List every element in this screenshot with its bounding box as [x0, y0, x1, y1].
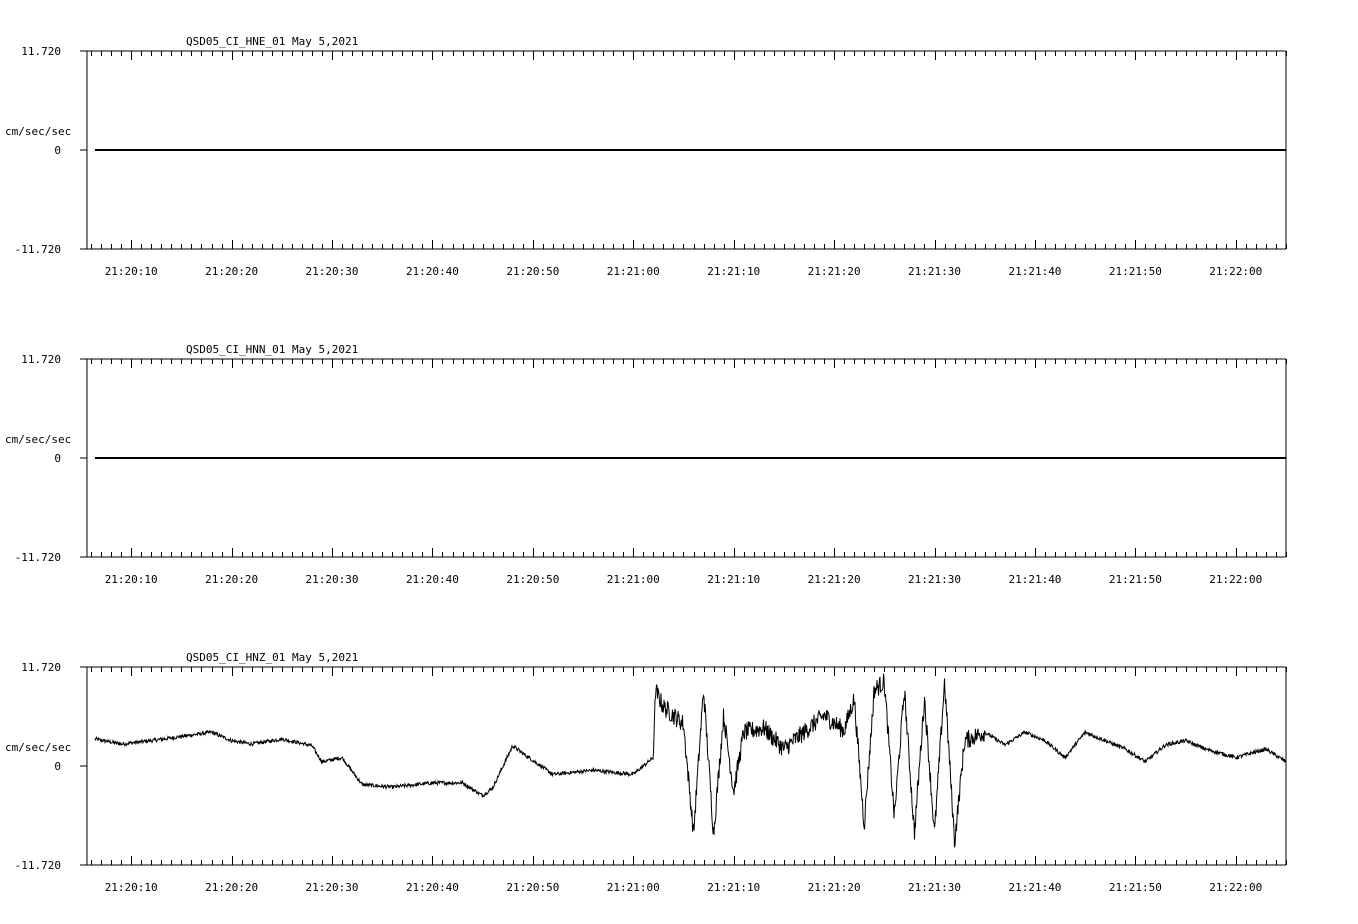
x-tick-label: 21:20:20: [205, 573, 259, 586]
x-tick-label: 21:22:00: [1209, 573, 1263, 586]
seismogram-panel: [5, 343, 1287, 586]
x-tick-label: 21:22:00: [1209, 881, 1263, 894]
x-tick-label: 21:21:20: [807, 881, 861, 894]
x-tick-label: 21:21:10: [707, 265, 761, 278]
seismogram-panel: [5, 35, 1287, 278]
x-tick-label: 21:21:10: [707, 573, 761, 586]
x-tick-label: 21:21:50: [1108, 573, 1162, 586]
y-axis-label: cm/sec/sec: [5, 125, 72, 138]
x-tick-label: 21:21:00: [606, 265, 660, 278]
x-tick-label: 21:20:50: [506, 881, 560, 894]
seismogram-panel: [5, 651, 1287, 894]
x-tick-label: 21:21:20: [807, 573, 861, 586]
x-tick-label: 21:20:10: [104, 573, 158, 586]
y-tick-label: 11.720: [21, 45, 61, 58]
x-tick-label: 21:21:40: [1008, 881, 1062, 894]
x-tick-label: 21:20:40: [405, 573, 459, 586]
y-tick-label: 11.720: [21, 353, 61, 366]
y-axis-label: cm/sec/sec: [5, 433, 72, 446]
y-tick-label: -11.720: [14, 859, 61, 872]
x-tick-label: 21:20:50: [506, 573, 560, 586]
x-tick-label: 21:21:40: [1008, 265, 1062, 278]
y-tick-label: -11.720: [14, 243, 61, 256]
y-tick-label: 11.720: [21, 661, 61, 674]
x-tick-label: 21:21:50: [1108, 265, 1162, 278]
x-tick-label: 21:20:40: [405, 881, 459, 894]
panel-title: QSD05_CI_HNE_01 May 5,2021: [186, 35, 359, 48]
x-tick-label: 21:20:20: [205, 881, 259, 894]
waveform-trace: [95, 674, 1286, 848]
x-tick-label: 21:20:10: [104, 265, 158, 278]
panel-title: QSD05_CI_HNN_01 May 5,2021: [186, 343, 359, 356]
x-tick-label: 21:20:30: [305, 881, 359, 894]
y-axis-label: cm/sec/sec: [5, 741, 72, 754]
x-tick-label: 21:21:20: [807, 265, 861, 278]
x-tick-label: 21:21:50: [1108, 881, 1162, 894]
x-tick-label: 21:21:10: [707, 881, 761, 894]
y-tick-label: 0: [54, 760, 61, 773]
x-tick-label: 21:21:00: [606, 573, 660, 586]
x-tick-label: 21:20:50: [506, 265, 560, 278]
x-tick-label: 21:21:30: [908, 573, 962, 586]
y-tick-label: -11.720: [14, 551, 61, 564]
x-tick-label: 21:20:30: [305, 265, 359, 278]
x-tick-label: 21:20:30: [305, 573, 359, 586]
y-tick-label: 0: [54, 452, 61, 465]
x-tick-label: 21:21:30: [908, 881, 962, 894]
panel-title: QSD05_CI_HNZ_01 May 5,2021: [186, 651, 359, 664]
y-tick-label: 0: [54, 144, 61, 157]
x-tick-label: 21:21:30: [908, 265, 962, 278]
x-tick-label: 21:20:40: [405, 265, 459, 278]
x-tick-label: 21:21:40: [1008, 573, 1062, 586]
x-tick-label: 21:20:10: [104, 881, 158, 894]
x-tick-label: 21:21:00: [606, 881, 660, 894]
x-tick-label: 21:20:20: [205, 265, 259, 278]
x-tick-label: 21:22:00: [1209, 265, 1263, 278]
